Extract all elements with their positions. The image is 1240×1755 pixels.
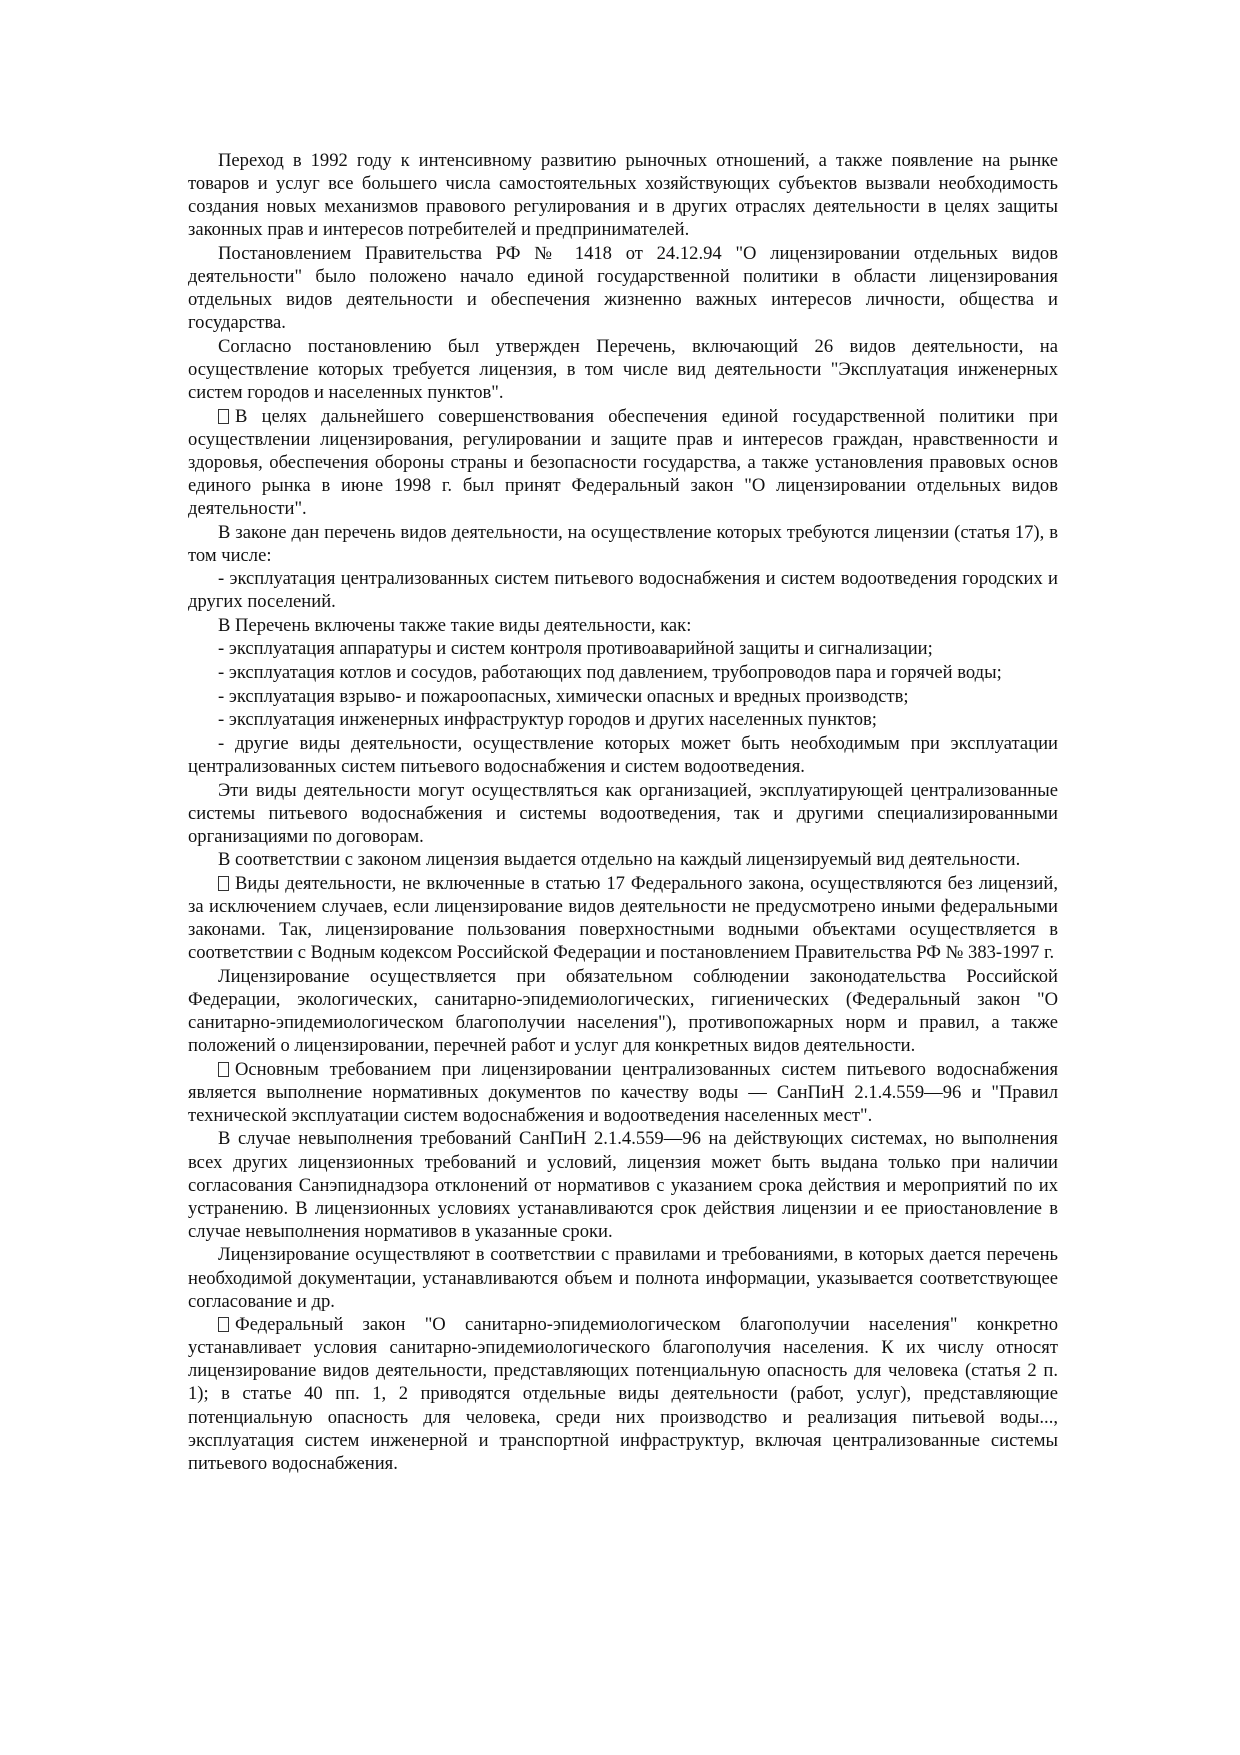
paragraph: В случае невыполнения требований СанПиН 2.1.4.559—96 на действующих системах, но выполнения всех других лицензионных требований и условий, лицензия может быть выдана только при наличии согласования Санэпиднадзора отклонений от нормативов с указанием срока действия и мероприятий по их устранению. В лицензионных условиях устанавливаются срок действия лицензии и ее приостановление в случае невыполнения нормативов в указанные сроки.: [188, 1128, 1058, 1242]
missing-glyph-icon: [218, 1062, 229, 1077]
paragraph: Эти виды деятельности могут осуществляться как организацией, эксплуатирующей централизованные системы питьевого водоснабжения и системы водоотведения, так и другими специализированными организациями по договорам.: [188, 779, 1058, 847]
document-body: [188, 149, 1058, 1475]
paragraph: Виды деятельности, не включенные в статью 17 Федерального закона, осуществляются без лицензий, за исключением случаев, если лицензирование видов деятельности не предусмотрено иными федеральными законами. Так, лицензирование пользования поверхностными водными объектами осуществляется в соответствии с Водным кодексом Российской Федерации и постановлением Правительства РФ № 383-1997 г.: [188, 872, 1058, 964]
list-item: - эксплуатация аппаратуры и систем контроля противоаварийной защиты и сигнализации;: [218, 638, 933, 660]
paragraph: В Перечень включены также такие виды деятельности, как:: [218, 614, 692, 636]
paragraph: Согласно постановлению был утвержден Перечень, включающий 26 видов деятельности, на осуществление которых требуется лицензия, в том числе вид деятельности "Эксплуатация инженерных систем городов и населенных пунктов".: [188, 335, 1058, 403]
list-item: - эксплуатация котлов и сосудов, работающих под давлением, трубопроводов пара и горячей воды;: [218, 662, 1002, 684]
paragraph: Постановлением Правительства РФ № 1418 от 24.12.94 "О лицензировании отдельных видов деятельности" было положено начало единой государственной политики в области лицензирования отдельных видов деятельности и обеспечения жизненно важных интересов личности, общества и государства.: [188, 242, 1058, 334]
list-item: - эксплуатация инженерных инфраструктур городов и других населенных пунктов;: [218, 709, 877, 731]
list-item: - эксплуатация централизованных систем питьевого водоснабжения и систем водоотведения городских и других поселений.: [188, 568, 1058, 613]
missing-glyph-icon: [218, 876, 229, 891]
paragraph: Основным требованием при лицензировании централизованных систем питьевого водоснабжения является выполнение нормативных документов по качеству воды — СанПиН 2.1.4.559—96 и "Правил технической эксплуатации систем водоснабжения и водоотведения населенных мест".: [188, 1058, 1058, 1126]
list-item: - эксплуатация взрыво- и пожароопасных, химически опасных и вредных производств;: [218, 685, 909, 707]
paragraph: Федеральный закон "О санитарно-эпидемиологическом благополучии населения" конкретно устанавливает условия санитарно-эпидемиологического благополучия населения. К их числу относят лицензирование видов деятельности, представляющих потенциальную опасность для человека (статья 2 п. 1); в статье 40 пп. 1, 2 приводятся отдельные виды деятельности (работ, услуг), представляющие потенциальную опасность для человека, среди них производство и реализация питьевой воды..., эксплуатация систем инженерной и транспортной инфраструктур, включая централизованные системы питьевого водоснабжения.: [188, 1314, 1058, 1474]
paragraph: В целях дальнейшего совершенствования обеспечения единой государственной политики при осуществлении лицензирования, регулировании и защите прав и интересов граждан, нравственности и здоровья, обеспечения обороны страны и безопасности государства, а также установления правовых основ единого рынка в июне 1998 г. был принят Федеральный закон "О лицензировании отдельных видов деятельности".: [188, 405, 1058, 519]
paragraph: Переход в 1992 году к интенсивному развитию рыночных отношений, а также появление на рынке товаров и услуг все большего числа самостоятельных хозяйствующих субъектов вызвали необходимость создания новых механизмов правового регулирования и в других отраслях деятельности в целях защиты законных прав и интересов потребителей и предпринимателей.: [188, 150, 1058, 241]
paragraph: В законе дан перечень видов деятельности, на осуществление которых требуются лицензии (статья 17), в том числе:: [188, 521, 1058, 566]
paragraph: Лицензирование осуществляется при обязательном соблюдении законодательства Российской Федерации, экологических, санитарно-эпидемиологических, гигиенических (Федеральный закон "О санитарно-эпидемиологическом благополучии населения"), противопожарных норм и правил, а также положений о лицензировании, перечней работ и услуг для конкретных видов деятельности.: [188, 965, 1058, 1057]
paragraph: Лицензирование осуществляют в соответствии с правилами и требованиями, в которых дается перечень необходимой документации, устанавливаются объем и полнота информации, указывается соответствующее согласование и др.: [188, 1244, 1058, 1312]
missing-glyph-icon: [218, 1317, 229, 1332]
missing-glyph-icon: [218, 409, 229, 424]
paragraph: В соответствии с законом лицензия выдается отдельно на каждый лицензируемый вид деятельности.: [218, 849, 1021, 871]
list-item: - другие виды деятельности, осуществление которых может быть необходимым при эксплуатации централизованных систем питьевого водоснабжения и систем водоотведения.: [188, 732, 1058, 777]
